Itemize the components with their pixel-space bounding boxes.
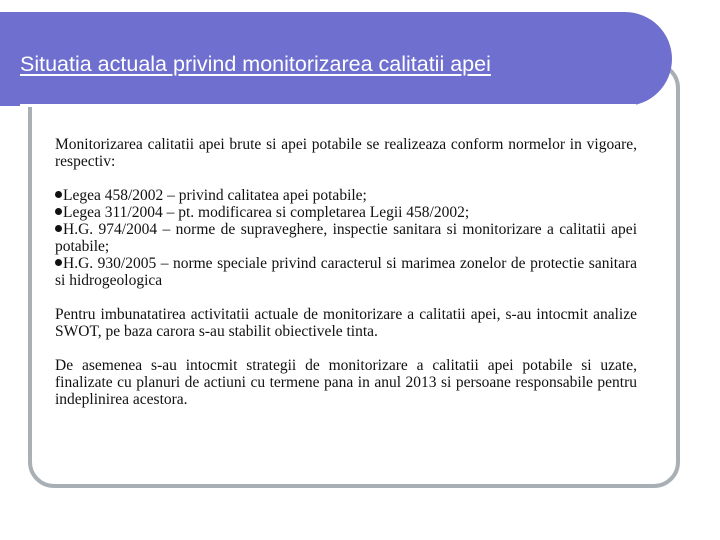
slide-title: Situatia actuala privind monitorizarea calitatii apei [20, 52, 491, 76]
intro-paragraph: Monitorizarea calitatii apei brute si apei potabile se realizeaza conform normelor in vigoare, respectiv: [55, 136, 637, 170]
list-item-text: Legea 311/2004 – pt. modificarea si completarea Legii 458/2002; [63, 204, 470, 221]
list-item [55, 187, 637, 204]
list-item [55, 221, 637, 255]
bullet-icon [55, 191, 62, 198]
swot-paragraph: Pentru imbunatatirea activitatii actuale de monitorizare a calitatii apei, s-au intocmit analize SWOT, pe baza carora s-au stabilit obiectivele tinta. [55, 306, 637, 340]
list-item-text: H.G. 974/2004 – norme de supraveghere, inspectie sanitara si monitorizare a calitatii apei potabile; [55, 221, 637, 255]
legislation-list [55, 187, 637, 289]
bullet-icon [55, 225, 62, 232]
list-item [55, 255, 637, 289]
list-item-text: Legea 458/2002 – privind calitatea apei potabile; [63, 187, 367, 204]
list-item [55, 204, 637, 221]
strategy-paragraph: De asemenea s-au intocmit strategii de monitorizare a calitatii apei potabile si uzate, finalizate cu planuri de actiuni cu termene pana in anul 2013 si persoane responsabile pentru indeplinirea acestora. [55, 357, 637, 408]
bullet-icon [55, 208, 62, 215]
title-underline-rule [20, 104, 636, 107]
slide-body [55, 136, 637, 408]
bullet-icon [55, 259, 62, 266]
list-item-text: H.G. 930/2005 – norme speciale privind caracterul si marimea zonelor de protectie sanitara si hidrogeologica [55, 255, 637, 289]
title-bar [0, 12, 672, 106]
